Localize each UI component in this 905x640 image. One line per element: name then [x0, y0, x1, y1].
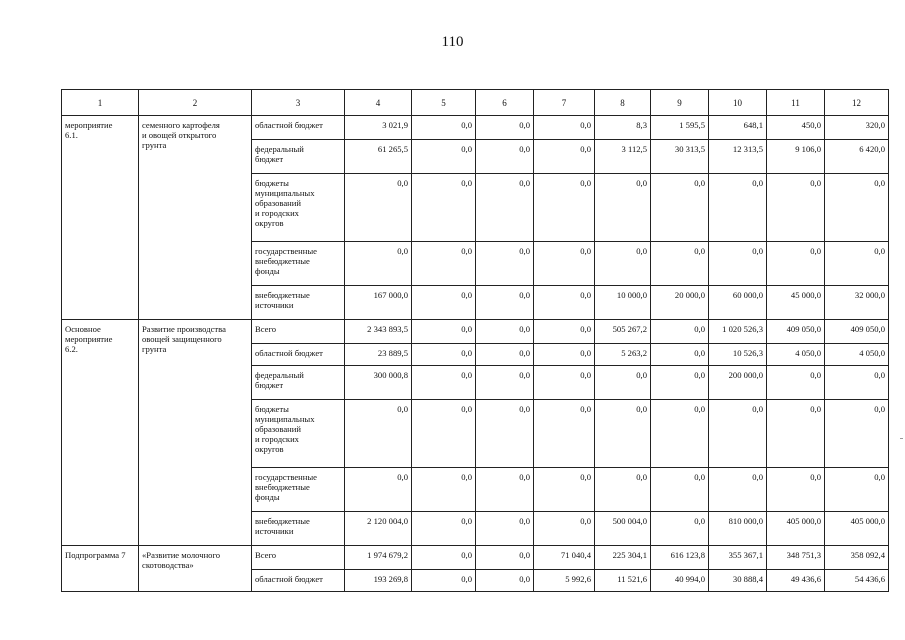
page-number: 110 [441, 34, 464, 50]
value-cell: 0,0 [476, 468, 534, 512]
value-cell: 193 269,8 [345, 570, 412, 592]
value-cell: 32 000,0 [825, 286, 889, 320]
value-cell: 0,0 [476, 320, 534, 344]
program-code-cell: мероприятие 6.1. [62, 116, 139, 320]
value-cell: 45 000,0 [767, 286, 825, 320]
funding-source-cell: федеральный бюджет [252, 366, 345, 400]
value-cell: 0,0 [412, 570, 476, 592]
value-cell: 0,0 [595, 242, 651, 286]
value-cell: 0,0 [476, 174, 534, 242]
value-cell: 450,0 [767, 116, 825, 140]
value-cell: 0,0 [534, 242, 595, 286]
value-cell: 6 420,0 [825, 140, 889, 174]
value-cell: 0,0 [825, 242, 889, 286]
header-cell: 6 [476, 90, 534, 116]
value-cell: 167 000,0 [345, 286, 412, 320]
value-cell: 0,0 [709, 468, 767, 512]
value-cell: 9 106,0 [767, 140, 825, 174]
value-cell: 0,0 [651, 468, 709, 512]
value-cell: 0,0 [345, 400, 412, 468]
value-cell: 355 367,1 [709, 546, 767, 570]
value-cell: 0,0 [534, 286, 595, 320]
value-cell: 0,0 [595, 174, 651, 242]
value-cell: 0,0 [651, 512, 709, 546]
value-cell: 0,0 [595, 468, 651, 512]
value-cell: 0,0 [767, 242, 825, 286]
value-cell: 0,0 [412, 366, 476, 400]
value-cell: 0,0 [595, 400, 651, 468]
funding-source-cell: государственные внебюджетные фонды [252, 242, 345, 286]
value-cell: 0,0 [767, 174, 825, 242]
value-cell: 0,0 [476, 242, 534, 286]
value-cell: 30 313,5 [651, 140, 709, 174]
funding-source-cell: Всего [252, 546, 345, 570]
program-name-cell: «Развитие молочного скотоводства» [139, 546, 252, 592]
value-cell: 0,0 [534, 174, 595, 242]
value-cell: 348 751,3 [767, 546, 825, 570]
value-cell: 300 000,8 [345, 366, 412, 400]
value-cell: 0,0 [534, 468, 595, 512]
value-cell: 20 000,0 [651, 286, 709, 320]
header-cell: 3 [252, 90, 345, 116]
value-cell: 5 992,6 [534, 570, 595, 592]
value-cell: 49 436,6 [767, 570, 825, 592]
header-cell: 1 [62, 90, 139, 116]
header-cell: 7 [534, 90, 595, 116]
value-cell: 0,0 [476, 116, 534, 140]
value-cell: 409 050,0 [767, 320, 825, 344]
header-cell: 5 [412, 90, 476, 116]
value-cell: 0,0 [412, 468, 476, 512]
value-cell: 0,0 [412, 400, 476, 468]
value-cell: 71 040,4 [534, 546, 595, 570]
value-cell: 810 000,0 [709, 512, 767, 546]
value-cell: 0,0 [534, 512, 595, 546]
header-cell: 12 [825, 90, 889, 116]
value-cell: 0,0 [345, 174, 412, 242]
value-cell: 225 304,1 [595, 546, 651, 570]
page-mark [900, 438, 903, 439]
budget-table [61, 89, 889, 592]
value-cell: 0,0 [651, 242, 709, 286]
value-cell: 0,0 [709, 400, 767, 468]
value-cell: 0,0 [476, 286, 534, 320]
value-cell: 0,0 [476, 140, 534, 174]
value-cell: 0,0 [476, 400, 534, 468]
value-cell: 0,0 [767, 400, 825, 468]
value-cell: 0,0 [534, 344, 595, 366]
value-cell: 0,0 [412, 174, 476, 242]
value-cell: 0,0 [476, 570, 534, 592]
value-cell: 0,0 [595, 366, 651, 400]
value-cell: 616 123,8 [651, 546, 709, 570]
value-cell: 0,0 [767, 366, 825, 400]
value-cell: 409 050,0 [825, 320, 889, 344]
value-cell: 23 889,5 [345, 344, 412, 366]
funding-source-cell: областной бюджет [252, 116, 345, 140]
table-row [62, 546, 889, 570]
header-cell: 10 [709, 90, 767, 116]
program-name-cell: Развитие производства овощей защищенного грунта [139, 320, 252, 546]
funding-source-cell: государственные внебюджетные фонды [252, 468, 345, 512]
value-cell: 3 021,9 [345, 116, 412, 140]
value-cell: 0,0 [412, 116, 476, 140]
value-cell: 4 050,0 [825, 344, 889, 366]
value-cell: 0,0 [412, 140, 476, 174]
funding-source-cell: бюджеты муниципальных образований и городских округов [252, 400, 345, 468]
header-cell: 9 [651, 90, 709, 116]
value-cell: 0,0 [651, 344, 709, 366]
value-cell: 2 343 893,5 [345, 320, 412, 344]
funding-source-cell: федеральный бюджет [252, 140, 345, 174]
value-cell: 0,0 [345, 242, 412, 286]
program-code-cell: Основное мероприятие 6.2. [62, 320, 139, 546]
header-cell: 4 [345, 90, 412, 116]
value-cell: 505 267,2 [595, 320, 651, 344]
value-cell: 12 313,5 [709, 140, 767, 174]
value-cell: 0,0 [709, 174, 767, 242]
value-cell: 30 888,4 [709, 570, 767, 592]
funding-source-cell: внебюджетные источники [252, 286, 345, 320]
value-cell: 1 974 679,2 [345, 546, 412, 570]
program-code-cell: Подпрограмма 7 [62, 546, 139, 592]
value-cell: 0,0 [476, 366, 534, 400]
value-cell: 0,0 [412, 512, 476, 546]
value-cell: 648,1 [709, 116, 767, 140]
value-cell: 0,0 [476, 344, 534, 366]
value-cell: 405 000,0 [825, 512, 889, 546]
value-cell: 0,0 [534, 140, 595, 174]
value-cell: 0,0 [412, 320, 476, 344]
value-cell: 0,0 [825, 400, 889, 468]
value-cell: 0,0 [767, 468, 825, 512]
funding-source-cell: внебюджетные источники [252, 512, 345, 546]
value-cell: 0,0 [534, 320, 595, 344]
header-row [62, 90, 889, 116]
value-cell: 4 050,0 [767, 344, 825, 366]
value-cell: 5 263,2 [595, 344, 651, 366]
funding-source-cell: Всего [252, 320, 345, 344]
value-cell: 40 994,0 [651, 570, 709, 592]
value-cell: 0,0 [825, 174, 889, 242]
funding-source-cell: областной бюджет [252, 570, 345, 592]
table-row [62, 320, 889, 344]
value-cell: 0,0 [825, 468, 889, 512]
value-cell: 320,0 [825, 116, 889, 140]
value-cell: 3 112,5 [595, 140, 651, 174]
value-cell: 0,0 [345, 468, 412, 512]
value-cell: 0,0 [825, 366, 889, 400]
value-cell: 0,0 [412, 286, 476, 320]
value-cell: 0,0 [412, 546, 476, 570]
value-cell: 0,0 [709, 242, 767, 286]
value-cell: 0,0 [412, 242, 476, 286]
value-cell: 1 595,5 [651, 116, 709, 140]
header-cell: 8 [595, 90, 651, 116]
value-cell: 61 265,5 [345, 140, 412, 174]
value-cell: 500 004,0 [595, 512, 651, 546]
header-cell: 2 [139, 90, 252, 116]
value-cell: 2 120 004,0 [345, 512, 412, 546]
value-cell: 8,3 [595, 116, 651, 140]
value-cell: 10 526,3 [709, 344, 767, 366]
value-cell: 1 020 526,3 [709, 320, 767, 344]
program-name-cell: семенного картофеля и овощей открытого грунта [139, 116, 252, 320]
value-cell: 0,0 [476, 512, 534, 546]
value-cell: 54 436,6 [825, 570, 889, 592]
value-cell: 0,0 [412, 344, 476, 366]
value-cell: 10 000,0 [595, 286, 651, 320]
funding-source-cell: бюджеты муниципальных образований и городских округов [252, 174, 345, 242]
value-cell: 358 092,4 [825, 546, 889, 570]
table-row [62, 116, 889, 140]
value-cell: 11 521,6 [595, 570, 651, 592]
value-cell: 0,0 [651, 400, 709, 468]
value-cell: 0,0 [651, 366, 709, 400]
header-cell: 11 [767, 90, 825, 116]
value-cell: 405 000,0 [767, 512, 825, 546]
value-cell: 0,0 [534, 400, 595, 468]
value-cell: 0,0 [651, 174, 709, 242]
value-cell: 0,0 [476, 546, 534, 570]
value-cell: 0,0 [534, 366, 595, 400]
value-cell: 60 000,0 [709, 286, 767, 320]
value-cell: 200 000,0 [709, 366, 767, 400]
funding-source-cell: областной бюджет [252, 344, 345, 366]
value-cell: 0,0 [651, 320, 709, 344]
value-cell: 0,0 [534, 116, 595, 140]
